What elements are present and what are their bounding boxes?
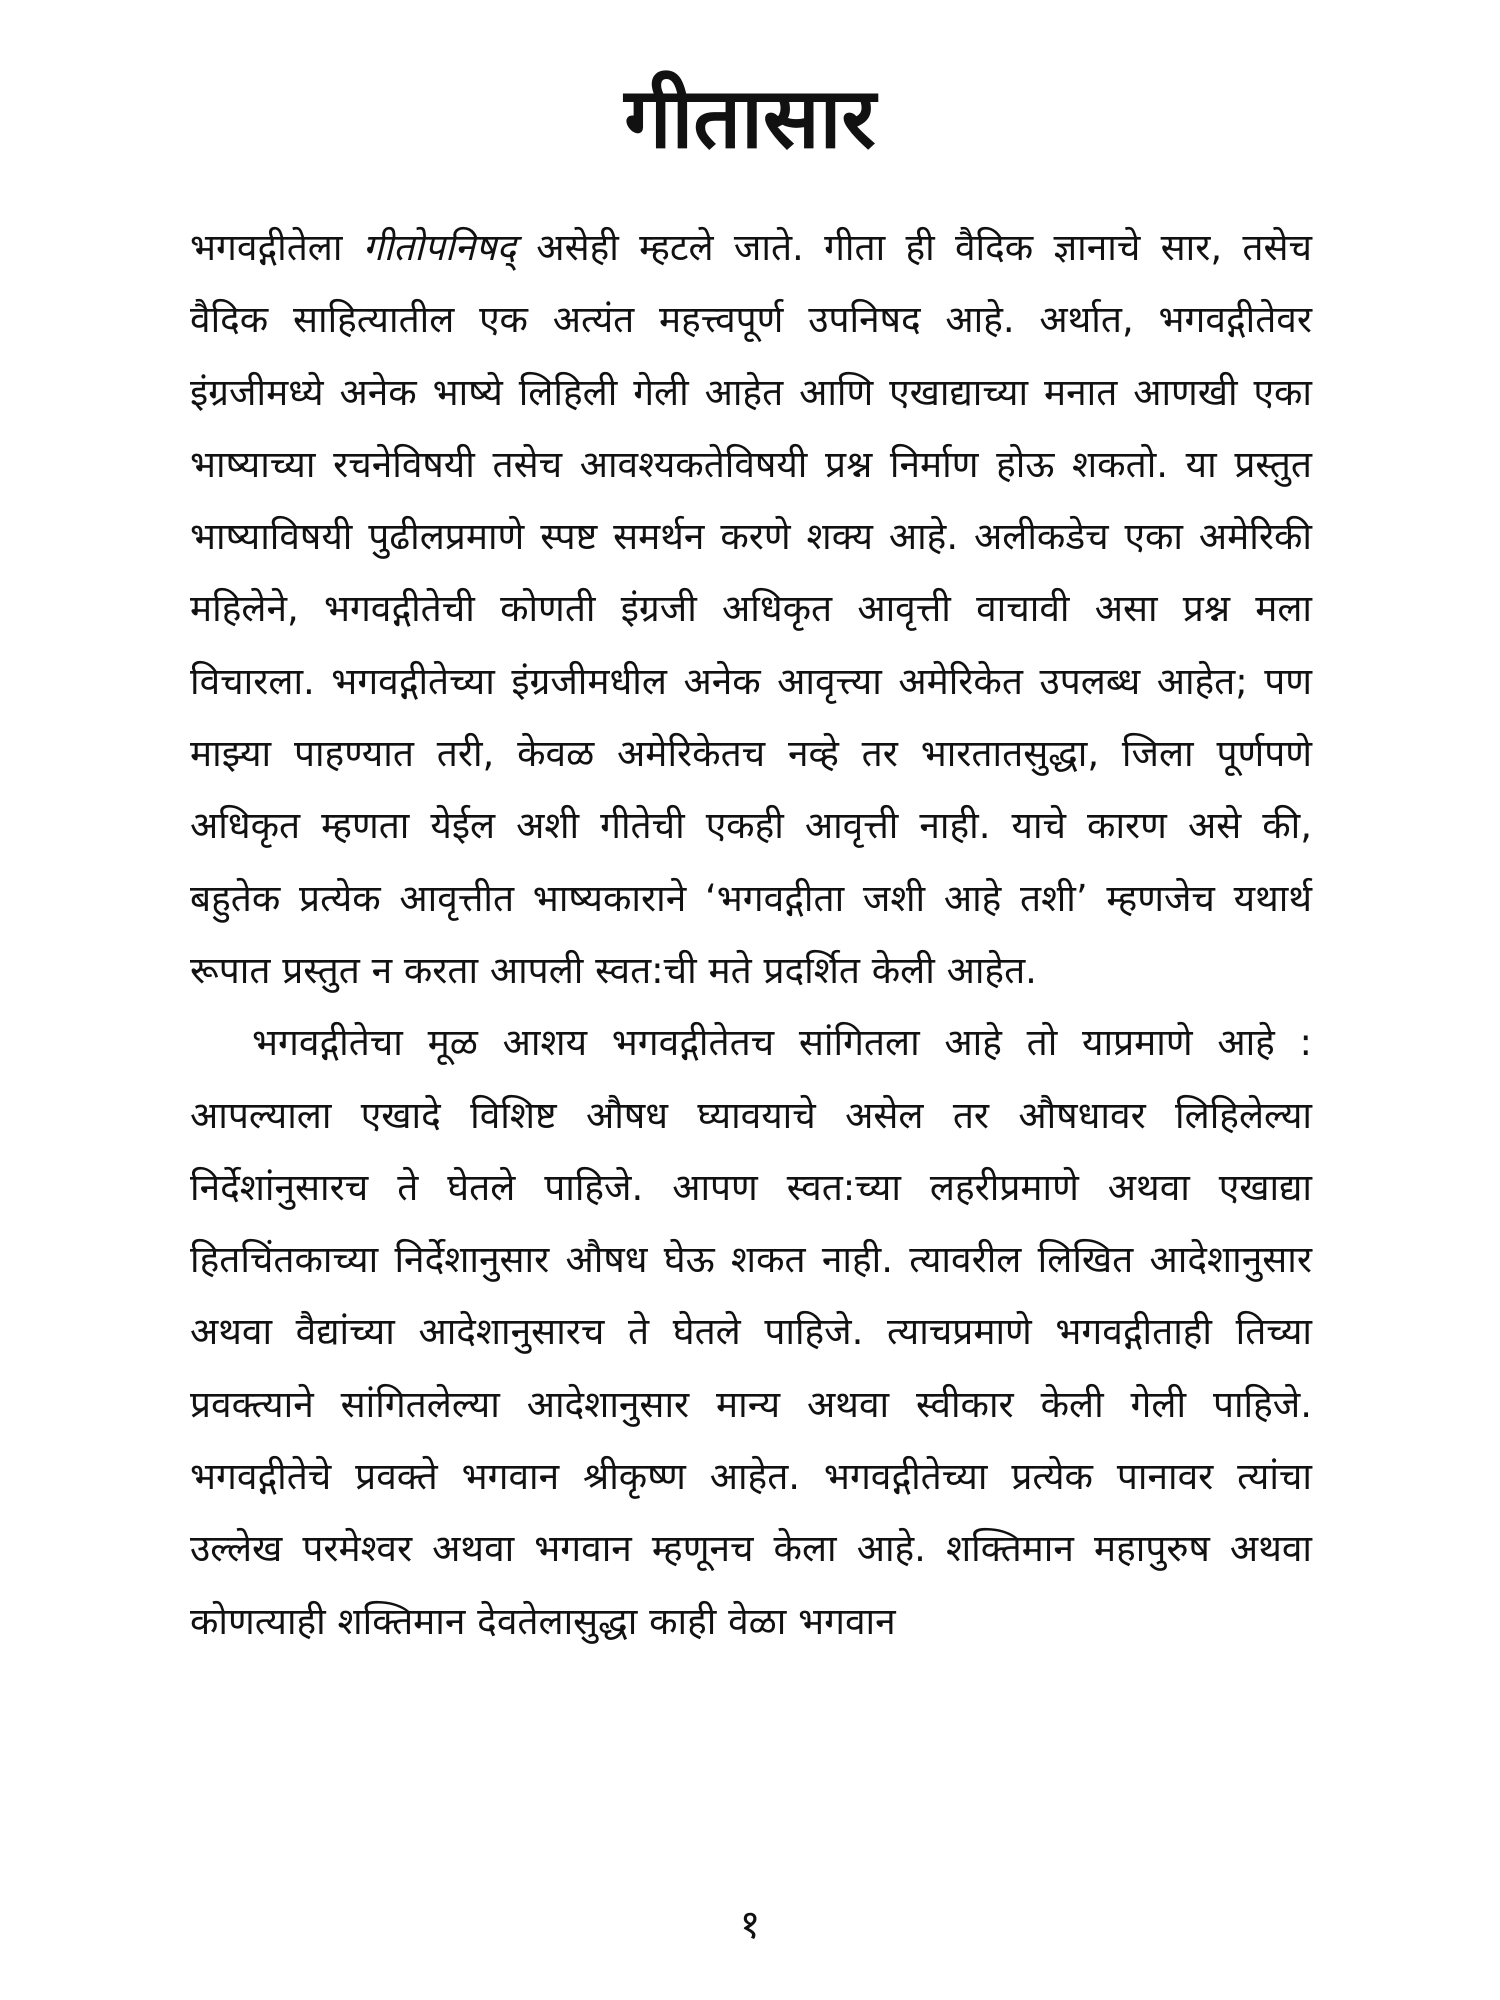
- paragraph-1-start: भगवद्गीतेला: [190, 226, 363, 269]
- body-text: [190, 212, 1312, 1658]
- italic-term: गीतोपनिषद्: [362, 226, 517, 269]
- paragraph-1: [190, 212, 1312, 1007]
- paragraph-1-rest: असेही म्हटले जाते. गीता ही वैदिक ज्ञानाचे सार, तसेच वैदिक साहित्यातील एक अत्यंत महत्त्वपूर्ण उपनिषद आहे. अर्थात, भगवद्गीतेवर इंग्रजीमध्ये अनेक भाष्ये लिहिली गेली आहेत आणि एखाद्याच्या मनात आणखी एका भाष्याच्या रचनेविषयी तसेच आवश्यकतेविषयी प्रश्न निर्माण होऊ शकतो. या प्रस्तुत भाष्याविषयी पुढीलप्रमाणे स्पष्ट समर्थन करणे शक्य आहे. अलीकडेच एका अमेरिकी महिलेने, भगवद्गीतेची कोणती इंग्रजी अधिकृत आवृत्ती वाचावी असा प्रश्न मला विचारला. भगवद्गीतेच्या इंग्रजीमधील अनेक आवृत्त्या अमेरिकेत उपलब्ध आहेत; पण माझ्या पाहण्यात तरी, केवळ अमेरिकेतच नव्हे तर भारतातसुद्धा, जिला पूर्णपणे अधिकृत म्हणता येईल अशी गीतेची एकही आवृत्ती नाही. याचे कारण असे की, बहुतेक प्रत्येक आवृत्तीत भाष्यकाराने ‘भगवद्गीता जशी आहे तशी’ म्हणजेच यथार्थ रूपात प्रस्तुत न करता आपली स्वत:ची मते प्रदर्शित केली आहेत.: [190, 226, 1312, 992]
- page-title: गीतासार: [624, 69, 876, 167]
- page-number: १: [739, 1902, 761, 1948]
- paragraph-2: भगवद्गीतेचा मूळ आशय भगवद्गीतेतच सांगितला आहे तो याप्रमाणे आहे : आपल्याला एखादे विशिष्ट औषध घ्यावयाचे असेल तर औषधावर लिहिलेल्या निर्देशांनुसारच ते घेतले पाहिजे. आपण स्वत:च्या लहरीप्रमाणे अथवा एखाद्या हितचिंतकाच्या निर्देशानुसार औषध घेऊ शकत नाही. त्यावरील लिखित आदेशानुसार अथवा वैद्यांच्या आदेशानुसारच ते घेतले पाहिजे. त्याचप्रमाणे भगवद्गीताही तिच्या प्रवक्त्याने सांगितलेल्या आदेशानुसार मान्य अथवा स्वीकार केली गेली पाहिजे. भगवद्गीतेचे प्रवक्ते भगवान श्रीकृष्ण आहेत. भगवद्गीतेच्या प्रत्येक पानावर त्यांचा उल्लेख परमेश्वर अथवा भगवान म्हणूनच केला आहे. शक्तिमान महापुरुष अथवा कोणत्याही शक्तिमान देवतेलासुद्धा काही वेळा भगवान: [190, 1021, 1312, 1643]
